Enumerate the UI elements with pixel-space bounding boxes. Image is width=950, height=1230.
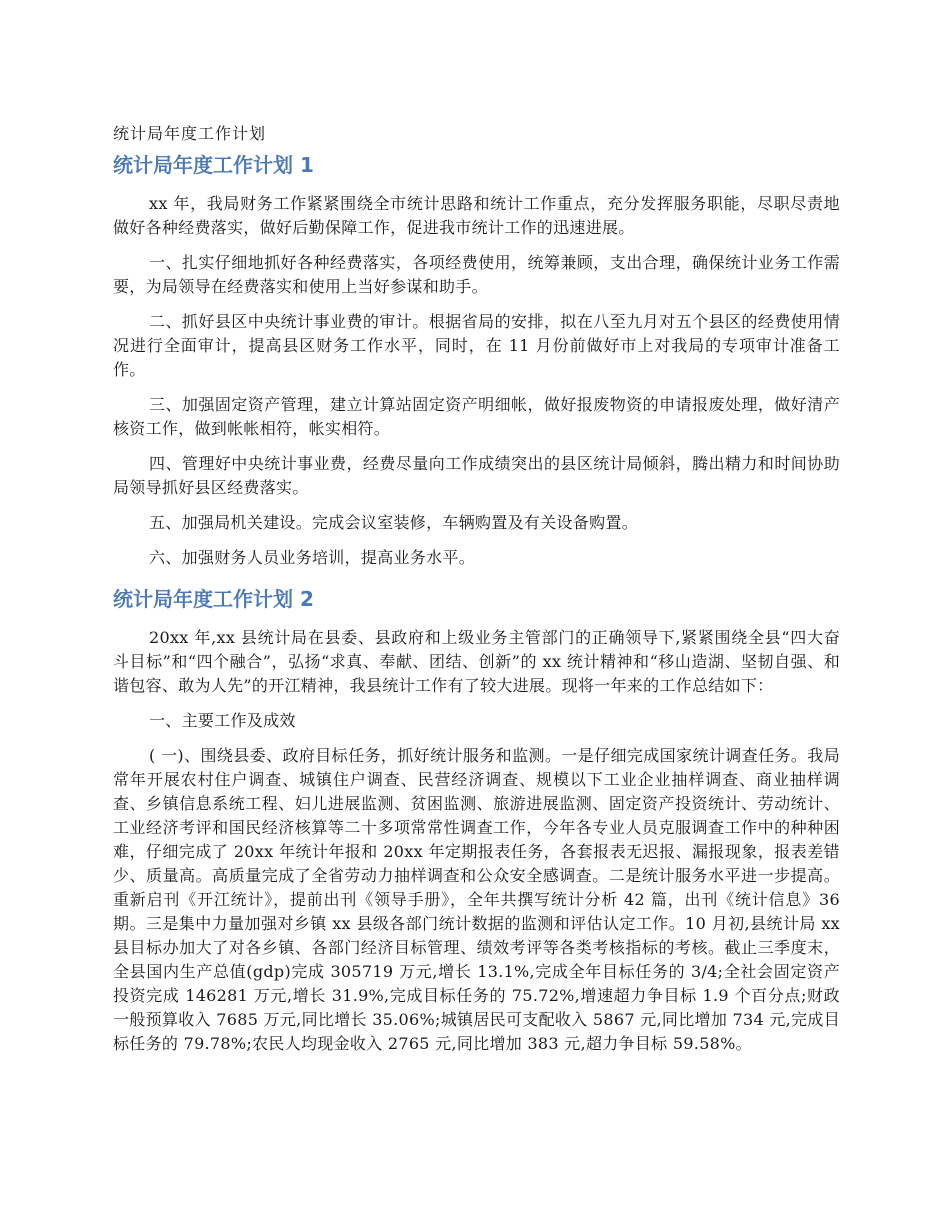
section-1-paragraph: xx 年，我局财务工作紧紧围绕全市统计思路和统计工作重点，充分发挥服务职能，尽职尽责地做好各种经费落实，做好后勤保障工作，促进我市统计工作的迅速进展。 [113, 194, 840, 237]
section-2-subheading: 一、主要工作及成效 [149, 711, 296, 730]
document-page [113, 122, 840, 1067]
section-1-paragraph: 五、加强局机关建设。完成会议室装修，车辆购置及有关设备购置。 [149, 513, 639, 532]
section-2-paragraph: ( 一)、围绕县委、政府目标任务，抓好统计服务和监测。一是仔细完成国家统计调查任务。我局常年开展农村住户调查、城镇住户调查、民营经济调查、规模以下工业企业抽样调查、商业抽样调查、乡镇信息系统工程、妇儿进展监测、贫困监测、旅游进展监测、固定资产投资统计、劳动统计、工业经济考评和国民经济核算等二十多项常常性调查工作，今年各专业人员克服调查工作中的种种困难，仔细完成了 20xx 年统计年报和 20xx 年定期报表任务，各套报表无迟报、漏报现象，报表差错少、质量高。高质量完成了全省劳动力抽样调查和公众安全感调查。二是统计服务水平进一步提高。重新启刊《开江统计》，提前出刊《领导手册》，全年共撰写统计分析 42 篇，出刊《统计信息》36 期。三是集中力量加强对乡镇 xx 县级各部门统计数据的监测和评估认定工作。10 月初,县统计局 xx 县目标办加大了对各乡镇、各部门经济目标管理、绩效考评等各类考核指标的考核。截止三季度末，全县国内生产总值(gdp)完成 305719 万元,增长 13.1%,完成全年目标任务的 3/4;全社会固定资产投资完成 146281 万元,增长 31.9%,完成目标任务的 75.72%,增速超力争目标 1.9 个百分点;财政一般预算收入 7685 万元,同比增长 35.06%;城镇居民可支配收入 5867 元,同比增加 734 元,完成目标任务的 79.78%;农民人均现金收入 2765 元,同比增加 383 元,超力争目标 59.58%。 [113, 746, 840, 1053]
section-1-paragraph: 六、加强财务人员业务培训，提高业务水平。 [149, 548, 476, 567]
section-1-paragraph: 三、加强固定资产管理，建立计算站固定资产明细帐，做好报废物资的申请报废处理，做好清产核资工作，做到帐帐相符，帐实相符。 [113, 395, 840, 438]
section-1-paragraph: 一、扎实仔细地抓好各种经费落实，各项经费使用，统筹兼顾，支出合理，确保统计业务工作需要，为局领导在经费落实和使用上当好参谋和助手。 [113, 253, 840, 296]
section-2-heading: 统计局年度工作计划 2 [113, 587, 314, 611]
document-title: 统计局年度工作计划 [113, 124, 267, 143]
section-2-paragraph: 20xx 年,xx 县统计局在县委、县政府和上级业务主管部门的正确领导下,紧紧围绕全县“四大奋斗目标”和“四个融合”，弘扬“求真、奉献、团结、创新”的 xx 统计精神和“移山造湖、坚韧自强、和谐包容、敢为人先”的开江精神，我县统计工作有了较大进展。现将一年来的工作总结如下： [113, 628, 840, 695]
section-1-heading: 统计局年度工作计划 1 [113, 153, 314, 177]
section-1-paragraph: 二、抓好县区中央统计事业费的审计。根据省局的安排，拟在八至九月对五个县区的经费使用情况进行全面审计，提高县区财务工作水平，同时，在 11 月份前做好市上对我局的专项审计准备工作。 [113, 312, 840, 379]
section-1-paragraph: 四、管理好中央统计事业费，经费尽量向工作成绩突出的县区统计局倾斜，腾出精力和时间协助局领导抓好县区经费落实。 [113, 454, 840, 497]
